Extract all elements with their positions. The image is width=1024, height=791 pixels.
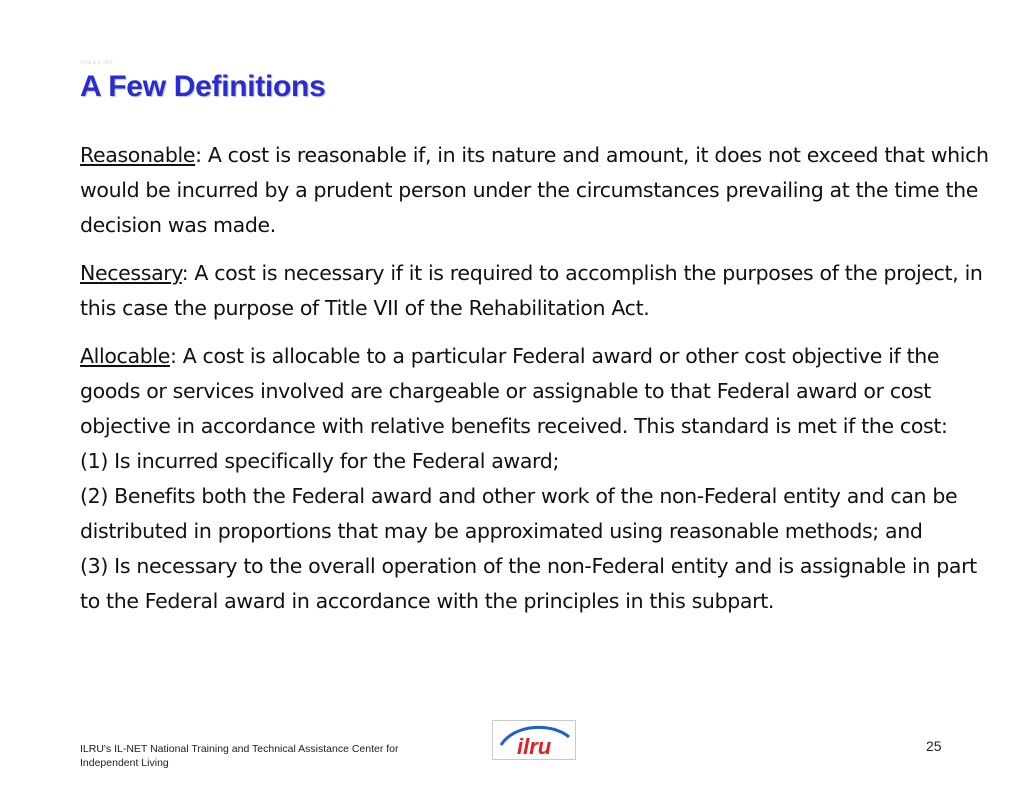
definition-reasonable [80, 138, 990, 243]
slide-tag: ILRU & IL-NET [80, 60, 114, 66]
footer-org-line-2: Independent Living [80, 757, 169, 769]
allocable-criterion-3: (3) Is necessary to the overall operation of the non-Federal entity and is assignable in part to the Federal award in accordance with the principles in this subpart. [80, 554, 977, 613]
page-number: 25 [926, 738, 942, 754]
definition-text: : A cost is reasonable if, in its nature and amount, it does not exceed that which would be incurred by a prudent person under the circumstances prevailing at the time the decision was made. [80, 143, 989, 237]
slide-title: A Few Definitions [80, 70, 326, 103]
logo-wordmark: ilru [517, 734, 552, 759]
term-necessary: Necessary [80, 261, 182, 285]
ilru-logo [492, 720, 576, 760]
term-reasonable: Reasonable [80, 143, 196, 167]
ilru-logo-graphic [493, 721, 575, 759]
footer-organization [80, 742, 399, 770]
definition-allocable [80, 339, 990, 619]
definition-text: : A cost is allocable to a particular Federal award or other cost objective if the goods or services involved are chargeable or assignable to that Federal award or cost objective in accordance with relative benefits received. This standard is met if the cost: [80, 344, 948, 438]
allocable-criterion-1: (1) Is incurred specifically for the Federal award; [80, 449, 559, 473]
footer-org-line-1: ILRU's IL-NET National Training and Technical Assistance Center for [80, 743, 399, 755]
definition-text: : A cost is necessary if it is required to accomplish the purposes of the project, in this case the purpose of Title VII of the Rehabilitation Act. [80, 261, 983, 320]
allocable-criterion-2: (2) Benefits both the Federal award and other work of the non-Federal entity and can be distributed in proportions that may be approximated using reasonable methods; and [80, 484, 958, 543]
definition-necessary [80, 256, 990, 326]
term-allocable: Allocable [80, 344, 170, 368]
definitions-body [80, 138, 990, 632]
